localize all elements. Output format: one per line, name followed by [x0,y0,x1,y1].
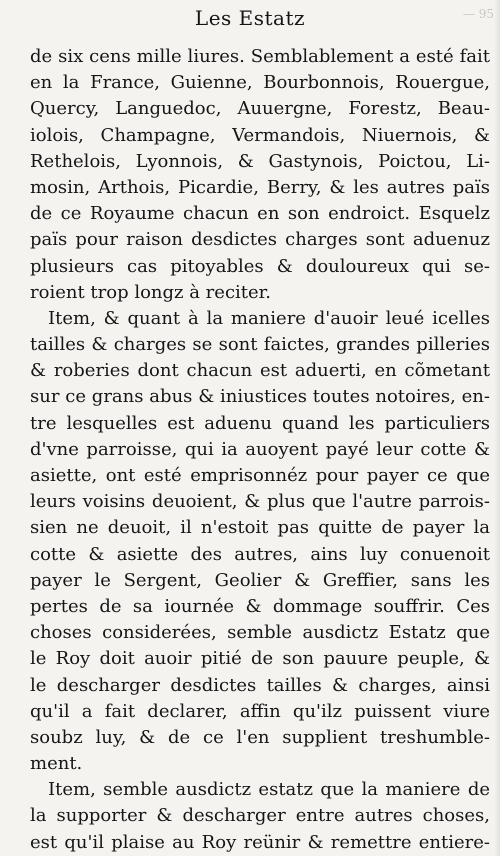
paragraph-start-line: Item, & quant à la maniere d'auoir leué icelles [48,307,490,329]
text-line: tre lesquelles est aduenu quand les particuliers [30,412,490,434]
text-line: sien ne deuoit, il n'estoit pas quitte de payer la [30,517,490,539]
text-line: mosin, Arthois, Picardie, Berry, & les autres païs [30,176,490,198]
text-line: Quercy, Languedoc, Auuergne, Forestz, Beau- [30,98,490,120]
text-line: en la France, Guienne, Bourbonnois, Rouergue, [30,72,490,94]
text-line-end: ment. [30,753,83,775]
text-line: le descharger desdictes tailles & charges, ainsi [30,674,490,696]
text-line: cotte & asiette des autres, ains luy conuenoit [30,543,490,565]
running-head: Les Estatz [194,6,306,30]
text-line: asiette, ont esté emprisonnéz pour payer ce que [30,465,490,486]
text-line: est qu'il plaise au Roy reünir & remettre entiere- [30,831,490,853]
text-line: de six cens mille liures. Semblablement a esté fait [30,46,490,67]
text-line: & roberies dont chacun est aduerti, en cõmetant [30,360,490,382]
text-line: le Roy doit auoir pitié de son pauure peuple, & [30,648,490,670]
text-line: soubz luy, & de ce l'en supplient treshumble- [30,726,490,748]
text-line: Rethelois, Lyonnois, & Gastynois, Poictou, Li- [30,150,490,172]
text-line: pertes de sa iournée & dommage souffrir. Ces [30,595,490,617]
text-line: iolois, Champagne, Vermandois, Niuernois, & [30,124,490,146]
text-line: plusieurs cas pitoyables & douloureux qui se- [30,255,490,277]
text-line-end: roient trop longz à reciter. [30,281,272,303]
text-line: sur ce grans abus & iniustices toutes notoires, en- [30,386,490,408]
body-text [30,44,490,856]
paragraph-start-line: Item, semble ausdictz estatz que la maniere de [48,779,490,801]
page-number: — 95 [462,7,494,21]
text-line: choses considerées, semble ausdictz Estatz que [30,622,490,644]
text-line: leurs voisins deuoient, & plus que l'autre parrois- [30,491,490,513]
text-line: payer le Sergent, Geolier & Greffier, sans les [30,569,490,591]
text-line: la supporter & descharger entre autres choses, [30,805,490,827]
text-line: d'vne parroisse, qui ia auoyent payé leur cotte & [30,438,490,460]
text-line: tailles & charges se sont faictes, grandes pilleries [30,334,490,356]
text-line: de ce Royaume chacun en son endroict. Esquelz [30,203,490,225]
text-line: qu'il a fait declarer, affin qu'ilz puissent viure [30,700,490,722]
page-edge-shadow [494,0,500,856]
text-line: païs pour raison desdictes charges sont aduenuz [30,229,490,251]
